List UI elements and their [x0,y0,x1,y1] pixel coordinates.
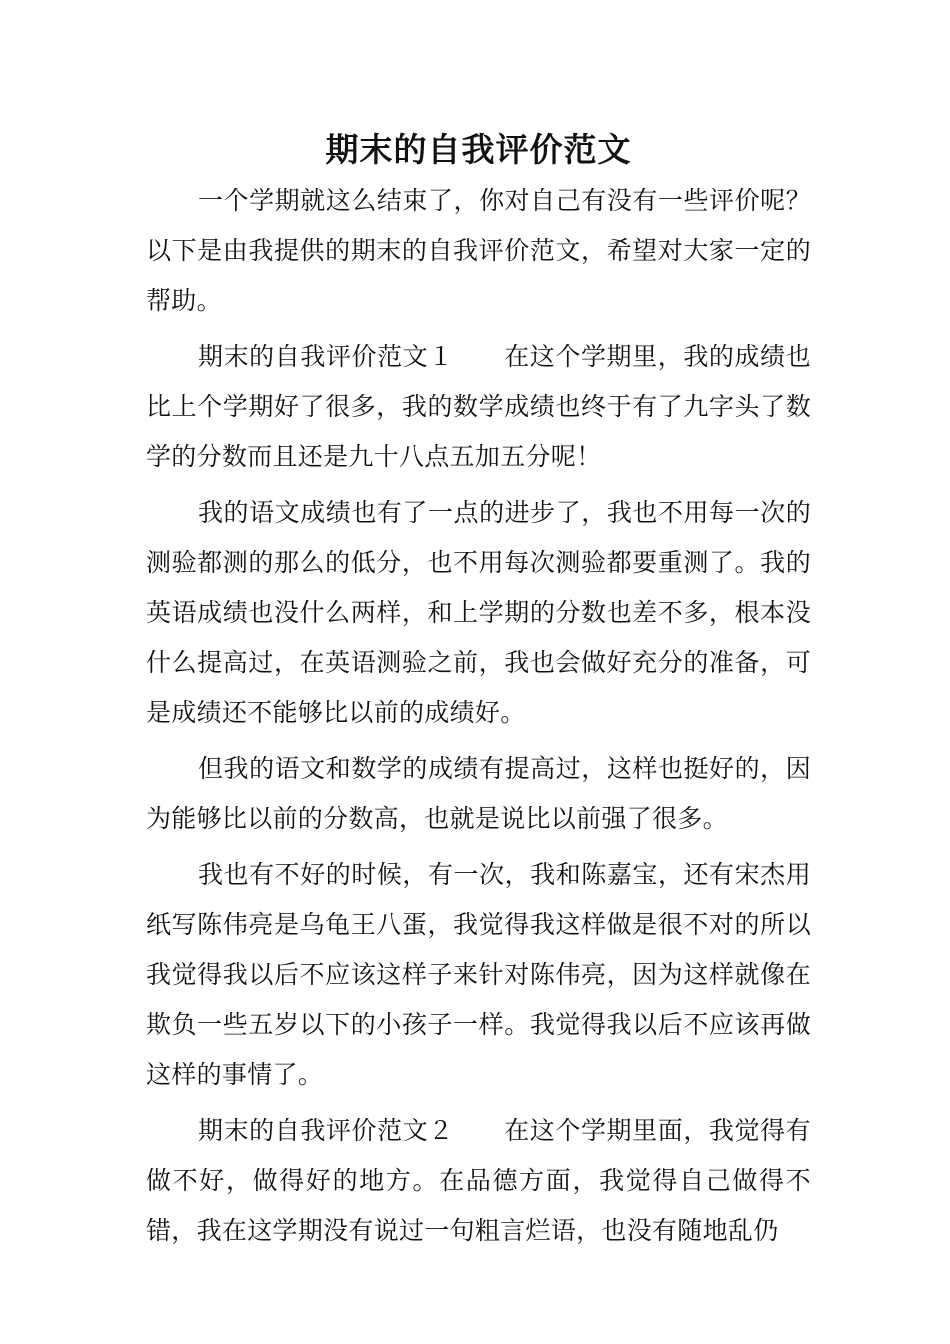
paragraph-chinese-english [146,488,811,738]
section-heading: 期末的自我评价范文２ [198,1116,454,1145]
document-page [146,0,811,1262]
paragraph-text: 我的语文成绩也有了一点的进步了，我也不用每一次的测验都测的那么的低分，也不用每次测验都要重测了。我的英语成绩也没什么两样，和上学期的分数也差不多，根本没什么提高过，在英语测验之前，我也会做好充分的准备，可是成绩还不能够比以前的成绩好。 [146,498,811,727]
paragraph-text: 我也有不好的时候，有一次，我和陈嘉宝，还有宋杰用纸写陈伟亮是乌龟王八蛋，我觉得我这样做是很不对的所以我觉得我以后不应该这样子来针对陈伟亮，因为这样就像在欺负一些五岁以下的小孩子一样。我觉得我以后不应该再做这样的事情了。 [146,860,811,1089]
paragraph-text: 但我的语文和数学的成绩有提高过，这样也挺好的，因为能够比以前的分数高，也就是说比以前强了很多。 [146,754,811,833]
paragraph-text: 一个学期就这么结束了，你对自己有没有一些评价呢？以下是由我提供的期末的自我评价范文，希望对大家一定的帮助。 [146,186,811,315]
paragraph-improvement [146,744,811,844]
paragraph-text: 在这个学期里面，我觉得有做不好，做得好的地方。在品德方面，我觉得自己做得不错，我在这学期没有说过一句粗言烂语，也没有随地乱仍 [146,1116,811,1245]
document-title: 期末的自我评价范文 [325,130,632,169]
paragraph-reflection [146,850,811,1100]
paragraph-sample-2 [146,1106,811,1256]
paragraph-sample-1 [146,332,811,482]
paragraph-text: 在这个学期里，我的成绩也比上个学期好了很多，我的数学成绩也终于有了九字头了数学的分数而且还是九十八点五加五分呢！ [146,342,811,471]
section-heading: 期末的自我评价范文１ [198,342,454,371]
paragraph-intro [146,176,811,326]
